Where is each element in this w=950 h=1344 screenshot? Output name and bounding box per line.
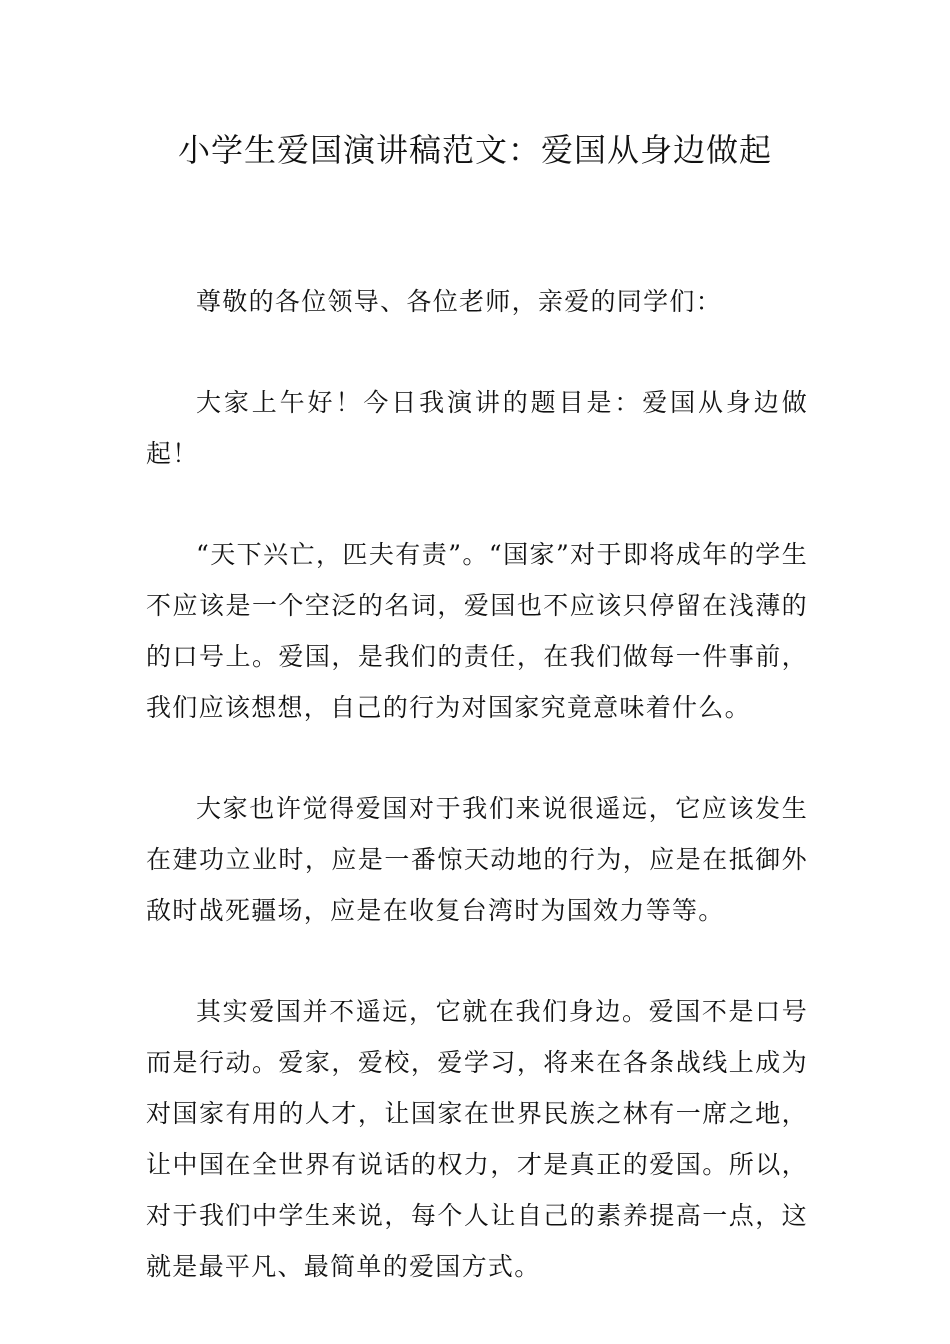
- paragraph-distance: 大家也许觉得爱国对于我们来说很遥远，它应该发生在建功立业时，应是一番惊天动地的行为，应是在抵御外敌时战死疆场，应是在收复台湾时为国效力等等。: [146, 794, 808, 925]
- document-body: [146, 276, 808, 1342]
- paragraph-greeting: 尊敬的各位领导、各位老师，亲爱的同学们：: [196, 287, 723, 316]
- paragraph-action: 其实爱国并不遥远，它就在我们身边。爱国不是口号而是行动。爱家，爱校，爱学习，将来在各条战线上成为对国家有用的人才，让国家在世界民族之林有一席之地，让中国在全世界有说话的权力，才是真正的爱国。所以，对于我们中学生来说，每个人让自己的素养提高一点，这就是最平凡、最简单的爱国方式。: [146, 997, 808, 1281]
- paragraph-responsibility: “天下兴亡，匹夫有责”。“国家”对于即将成年的学生不应该是一个空泛的名词，爱国也不应该只停留在浅薄的的口号上。爱国，是我们的责任，在我们做每一件事前，我们应该想想，自己的行为对国家究竟意味着什么。: [146, 540, 808, 722]
- paragraph-topic: 大家上午好！今日我演讲的题目是：爱国从身边做起！: [146, 388, 808, 468]
- document-title: 小学生爱国演讲稿范文：爱国从身边做起: [177, 131, 772, 169]
